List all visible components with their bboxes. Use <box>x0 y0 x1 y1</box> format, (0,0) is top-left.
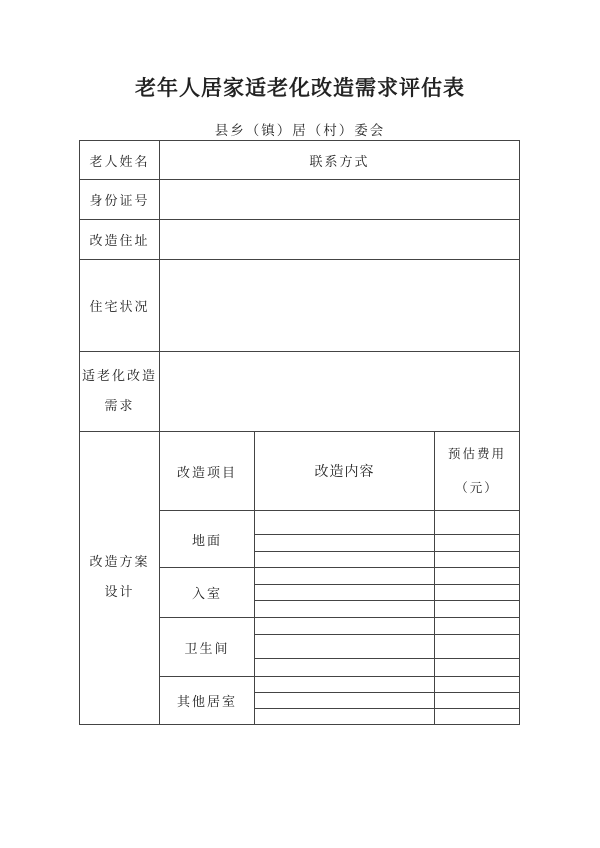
plan-content-cell[interactable] <box>254 676 435 693</box>
plan-cost-cell[interactable] <box>434 676 520 693</box>
form-subtitle: 县乡（镇）居（村）委会 <box>214 123 386 139</box>
plan-content-cell[interactable] <box>254 692 435 709</box>
plan-cost-cell[interactable] <box>434 600 520 618</box>
plan-content-cell[interactable] <box>254 634 435 659</box>
plan-cost-cell[interactable] <box>434 634 520 659</box>
plan-cost-cell[interactable] <box>434 617 520 635</box>
plan-content-cell[interactable] <box>254 534 435 552</box>
plan-cost-cell[interactable] <box>434 584 520 601</box>
plan-item-bathroom: 卫生间 <box>159 617 255 677</box>
plan-cost-cell[interactable] <box>434 658 520 677</box>
plan-cost-cell[interactable] <box>434 551 520 568</box>
plan-header-item: 改造项目 <box>159 431 255 511</box>
label-plan-line2: 设计 <box>104 585 135 600</box>
label-needs-line1: 适老化改造 <box>81 368 157 384</box>
plan-item-floor: 地面 <box>159 510 255 568</box>
form-title: 老年人居家适老化改造需求评估表 <box>135 76 465 100</box>
plan-header-cost-line2: （元） <box>455 480 499 495</box>
plan-cost-cell[interactable] <box>434 708 520 725</box>
label-contact: 联系方式 <box>159 140 520 180</box>
address-field[interactable] <box>159 219 520 260</box>
plan-cost-cell[interactable] <box>434 692 520 709</box>
plan-content-cell[interactable] <box>254 551 435 568</box>
id-number-field[interactable] <box>159 179 520 220</box>
plan-header-cost-line1: 预估费用 <box>447 446 506 461</box>
plan-content-cell[interactable] <box>254 600 435 618</box>
needs-field[interactable] <box>159 351 520 432</box>
plan-content-cell[interactable] <box>254 510 435 535</box>
label-plan <box>79 431 160 725</box>
plan-header-content: 改造内容 <box>254 431 435 511</box>
plan-content-cell[interactable] <box>254 584 435 601</box>
label-needs-line2: 需求 <box>104 398 135 414</box>
plan-content-cell[interactable] <box>254 708 435 725</box>
plan-cost-cell[interactable] <box>434 534 520 552</box>
plan-cost-cell[interactable] <box>434 567 520 585</box>
housing-field[interactable] <box>159 259 520 352</box>
plan-cost-cell[interactable] <box>434 510 520 535</box>
label-needs <box>79 351 160 432</box>
plan-header-cost <box>434 431 520 511</box>
label-plan-line1: 改造方案 <box>89 555 150 570</box>
plan-item-other-rooms: 其他居室 <box>159 676 255 725</box>
plan-content-cell[interactable] <box>254 567 435 585</box>
label-name: 老人姓名 <box>79 140 160 180</box>
label-address: 改造住址 <box>79 219 160 260</box>
plan-content-cell[interactable] <box>254 617 435 635</box>
plan-content-cell[interactable] <box>254 658 435 677</box>
label-id-number: 身份证号 <box>79 179 160 220</box>
label-housing: 住宅状况 <box>79 259 160 352</box>
plan-item-entry: 入室 <box>159 567 255 618</box>
